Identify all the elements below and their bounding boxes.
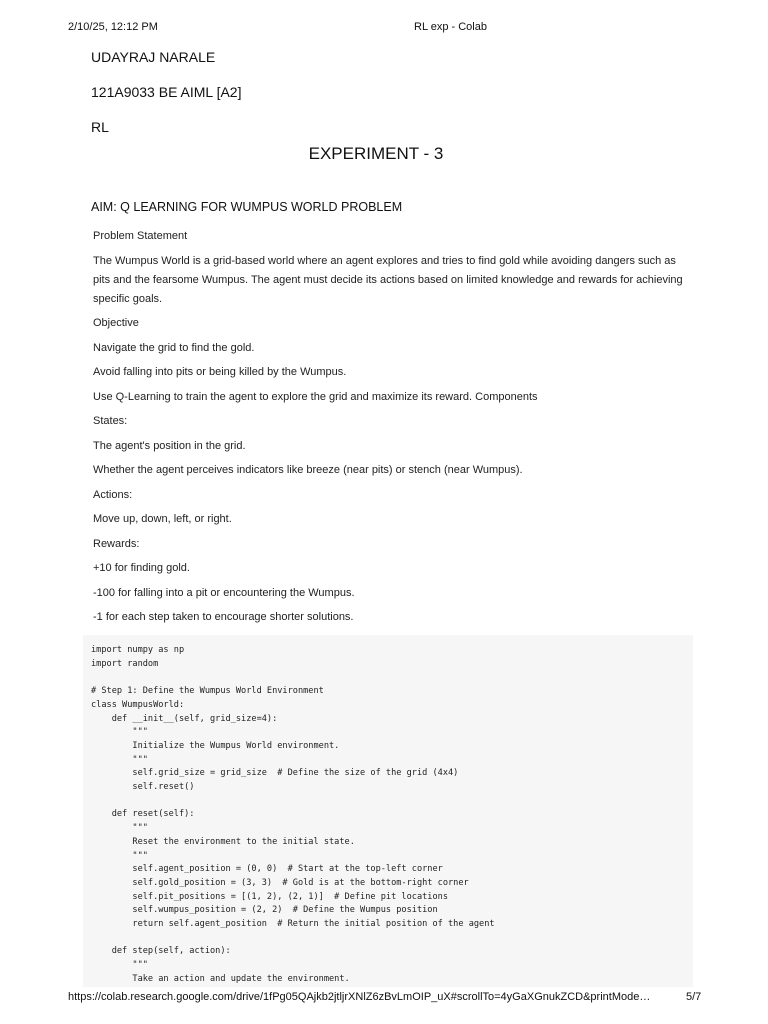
- print-datetime: 2/10/25, 12:12 PM: [68, 21, 158, 33]
- code-block: import numpy as np import random # Step 1: Define the Wumpus World Environment class WumpusWorld: def __init__(self, grid_size=4): """ Initialize the Wumpus World environment. """ self.grid_size = grid_size # Define the size of the grid (4x4) self.reset() def reset(self): """ Reset the environment to the initial state. """ self.agent_position = (0, 0) # Start at the top-left corner self.gold_position = (3, 3) # Gold is at the bottom-right corner self.pit_positions = [(1, 2), (2, 1)] # Define pit locations self.wumpus_position = (2, 2) # Define the Wumpus position return self.agent_position # Return the initial position of the agent def step(self, action): """ Take an action and update the environment.: [91, 645, 495, 984]
- code-cell[interactable]: [83, 635, 693, 987]
- paragraph: Problem Statement: [93, 230, 188, 242]
- aim-heading: AIM: Q LEARNING FOR WUMPUS WORLD PROBLEM: [91, 200, 403, 214]
- paragraph: Use Q-Learning to train the agent to explore the grid and maximize its reward. Components: [93, 390, 538, 403]
- print-header: [0, 21, 768, 37]
- paragraph: The agent's position in the grid.: [93, 439, 246, 452]
- subject: RL: [91, 119, 109, 135]
- paragraph: -1 for each step taken to encourage shorter solutions.: [93, 611, 354, 623]
- page-number: 5/7: [686, 991, 702, 1003]
- experiment-title-text: EXPERIMENT - 3: [308, 144, 444, 163]
- print-page-title: RL exp - Colab: [414, 21, 487, 33]
- paragraph: +10 for finding gold.: [93, 562, 190, 574]
- paragraph: The Wumpus World is a grid-based world where an agent explores and tries to find gold while avoiding dangers such as pits and the fearsome Wumpus. The agent must decide its actions based on limited knowledge and rewards for achieving specific goals.: [93, 254, 683, 305]
- paragraph: Navigate the grid to find the gold.: [93, 341, 255, 354]
- paragraph: Avoid falling into pits or being killed by the Wumpus.: [93, 366, 347, 378]
- paragraph: Whether the agent perceives indicators like breeze (near pits) or stench (near Wumpus).: [93, 464, 523, 476]
- paragraph: Move up, down, left, or right.: [93, 513, 232, 525]
- paragraph: States:: [93, 415, 128, 427]
- paragraph: Actions:: [93, 488, 133, 501]
- paragraph: Objective: [93, 317, 139, 329]
- paragraph: Rewards:: [93, 537, 140, 550]
- print-url: https://colab.research.google.com/drive/1fPg05QAjkb2jtljrXNlZ6zBvLmOIP_uX#scrollTo=4yGaXGnukZCD&printMode…: [68, 991, 651, 1003]
- print-footer: [0, 991, 768, 1007]
- text-cell: [93, 227, 693, 633]
- student-name: UDAYRAJ NARALE: [91, 49, 216, 65]
- experiment-title: [0, 144, 768, 164]
- roll-number: 121A9033 BE AIML [A2]: [91, 84, 242, 100]
- paragraph: -100 for falling into a pit or encountering the Wumpus.: [93, 586, 355, 599]
